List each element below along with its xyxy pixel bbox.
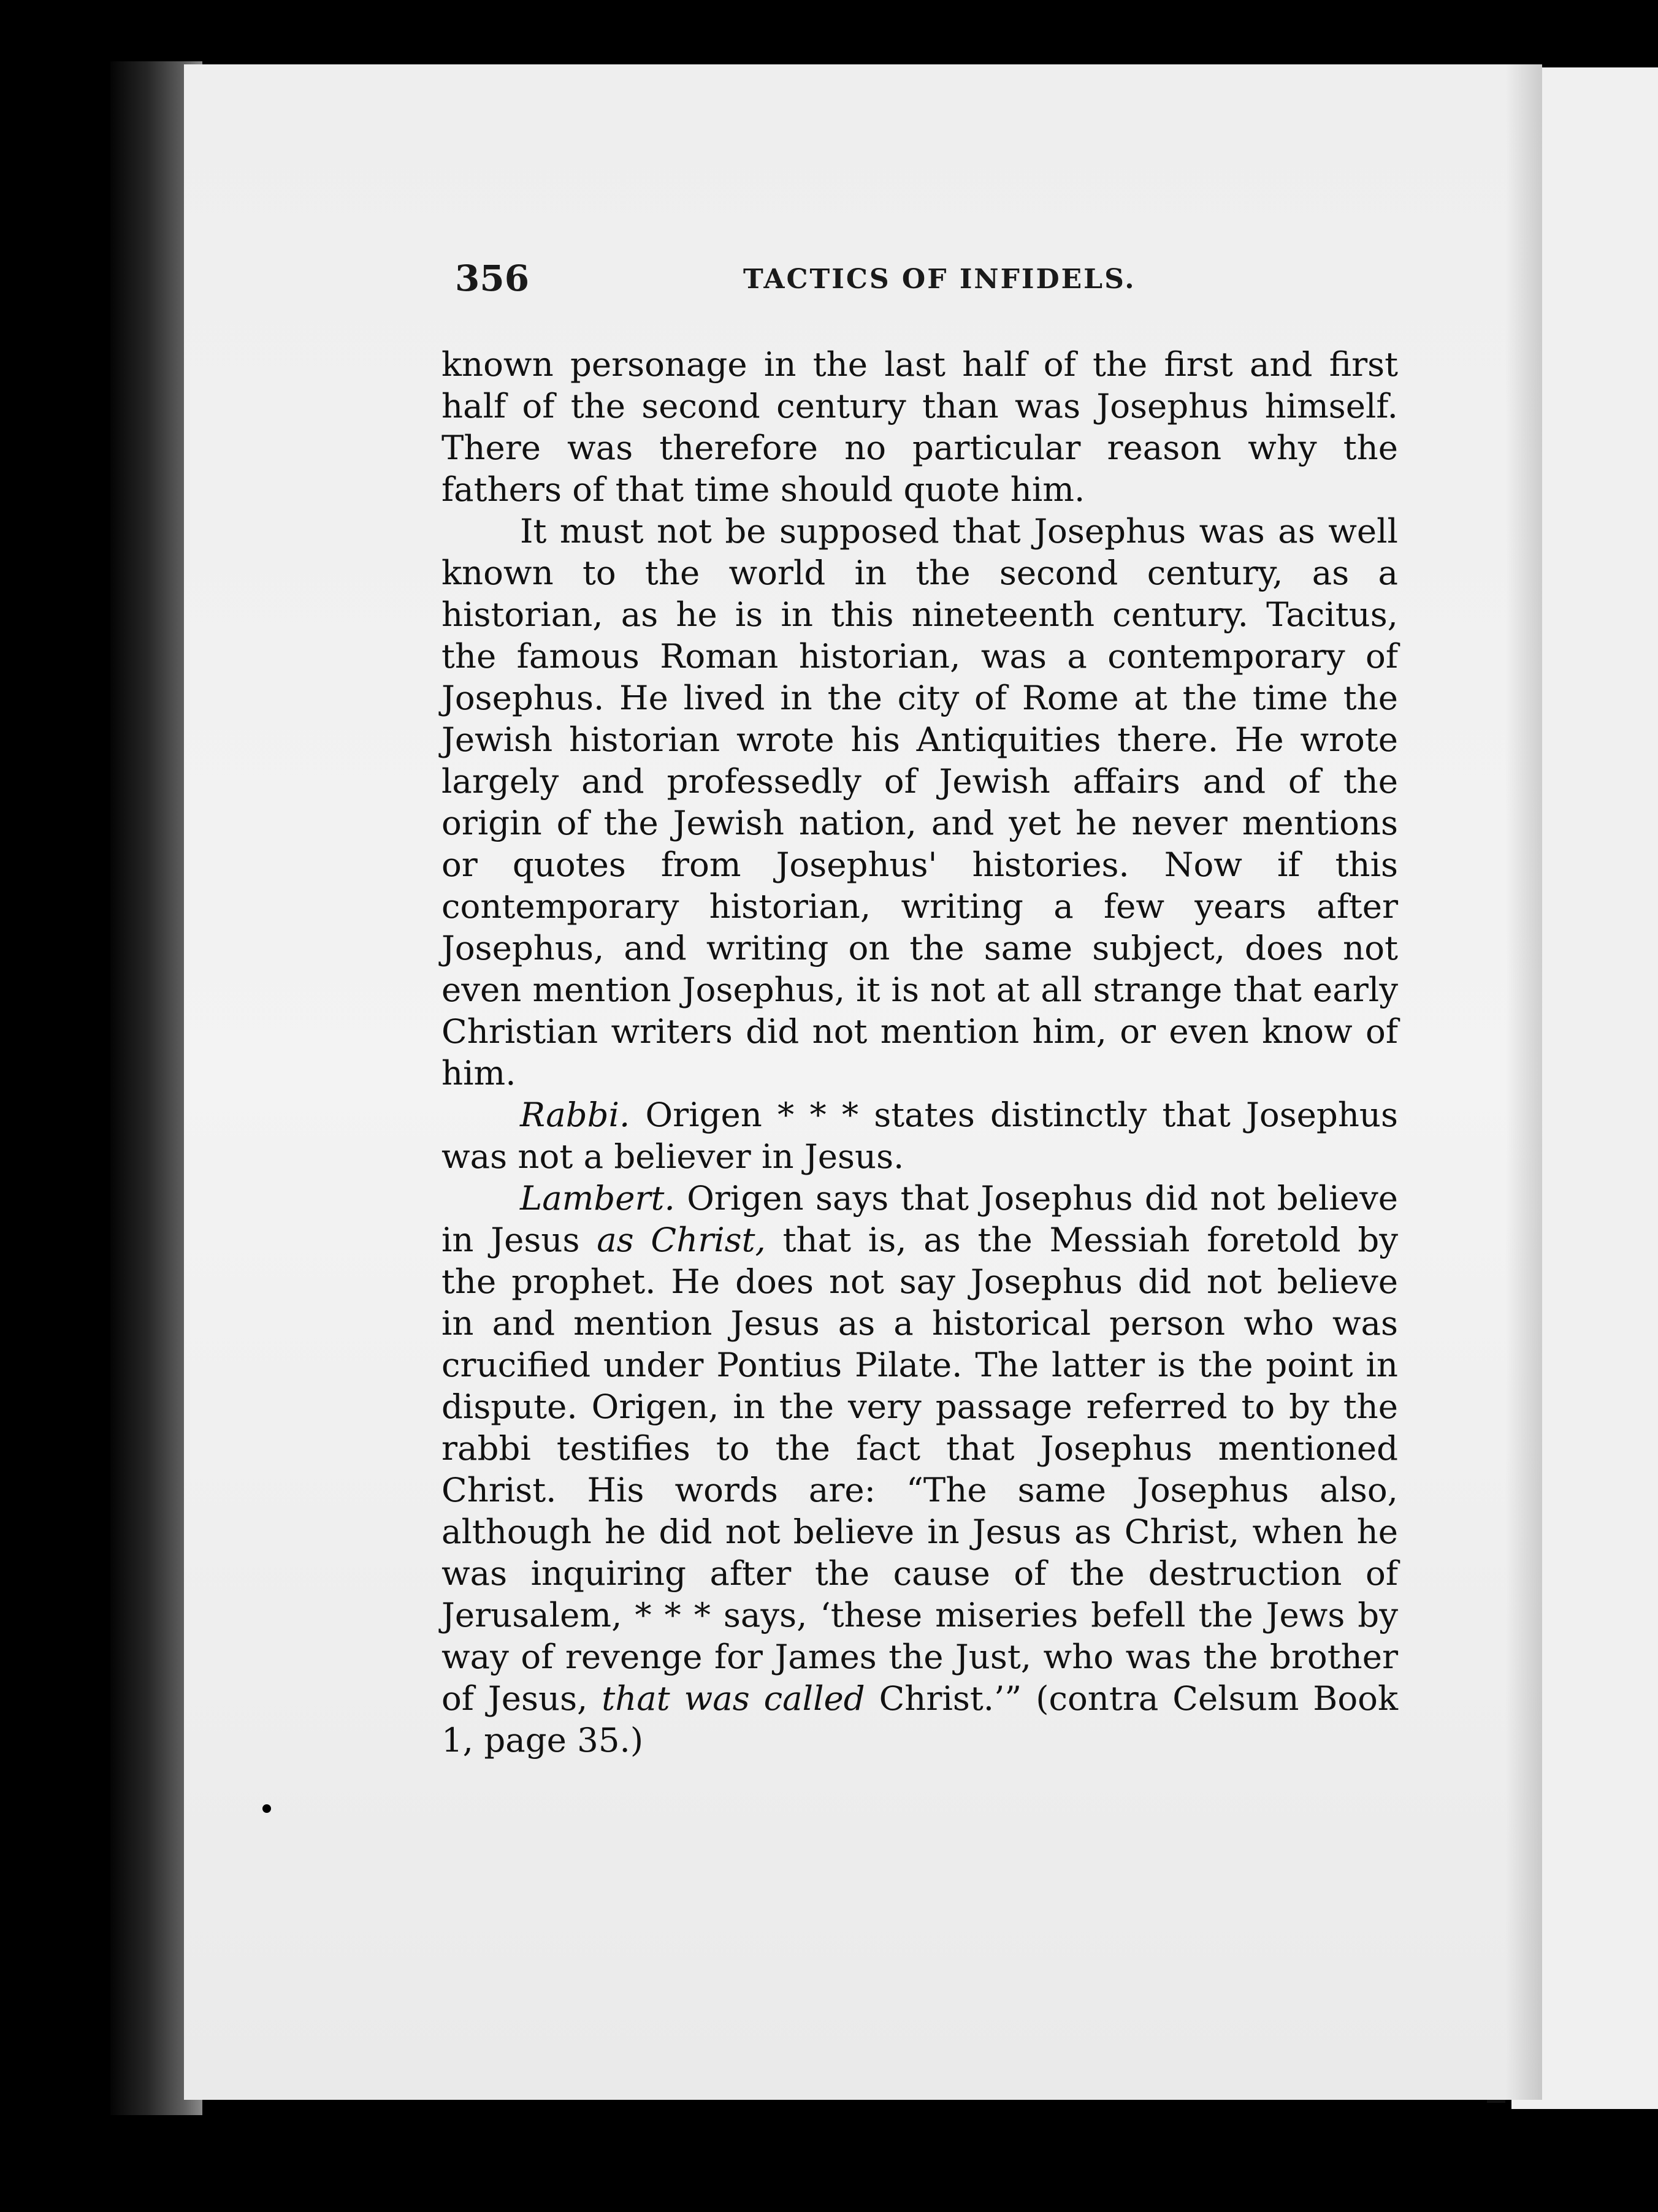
body-text — [441, 343, 1398, 1761]
paragraph-text: known personage in the last half of the first and first half of the second century than was Josephus himself. There was therefore no particular reason why the fathers of that time should quote him. — [441, 345, 1398, 509]
paragraph — [441, 510, 1398, 1094]
page-header — [455, 257, 1412, 307]
italic-text: that was called — [602, 1679, 865, 1718]
citation: (contra Celsum Book 1, page 35.) — [441, 1679, 1399, 1760]
paragraph-text: Origen * * * states distinctly that Josephus was not a believer in Jesus. — [441, 1095, 1398, 1176]
paragraph-text: that is, as the Messiah foretold by the prophet. He does not say Josephus did not believe in and mention Jesus as a historical person who was crucified under Pontius Pilate. The latter is the point in dispute. Origen, in the very passage referred to by the rabbi testifies to the fact that Josephus mentioned Christ. His words are: “The same Josephus also, although he did not believe in Jesus as Christ, when he was inquiring after the cause of the destruction of Jerusalem, * * * says, ‘these miseries befell the Jews by way of revenge for James the Just, who was the brother of Jesus, — [441, 1220, 1399, 1718]
italic-text: as Christ, — [597, 1220, 766, 1259]
scan-speck — [262, 1804, 271, 1813]
speaker-label: Rabbi. — [520, 1095, 630, 1134]
paragraph — [441, 343, 1398, 510]
speaker-label: Lambert. — [520, 1178, 675, 1218]
paragraph-text: Origen says that Josephus did not believe in Jesus — [441, 1178, 1398, 1259]
paragraph-text: Christ.’” — [879, 1679, 1022, 1718]
dialogue-paragraph — [441, 1094, 1398, 1177]
page-number: 356 — [455, 257, 530, 299]
paragraph-text: It must not be supposed that Josephus was as well known to the world in the second century, as a historian, as he is in this nineteenth century. Tacitus, the famous Roman historian, was a contemporary of Josephus. He lived in the city of Rome at the time the Jewish historian wrote his Antiquities there. He wrote largely and professedly of Jewish affairs and of the origin of the Jewish nation, and yet he never mentions or quotes from Josephus' histories. Now if this contemporary historian, writing a few years after Josephus, and writing on the same subject, does not even mention Josephus, it is not at all strange that early Christian writers did not mention him, or even know of him. — [441, 511, 1398, 1093]
running-title: TACTICS OF INFIDELS. — [743, 264, 1136, 295]
page-shadow — [1505, 64, 1542, 2100]
dialogue-paragraph — [441, 1177, 1398, 1761]
